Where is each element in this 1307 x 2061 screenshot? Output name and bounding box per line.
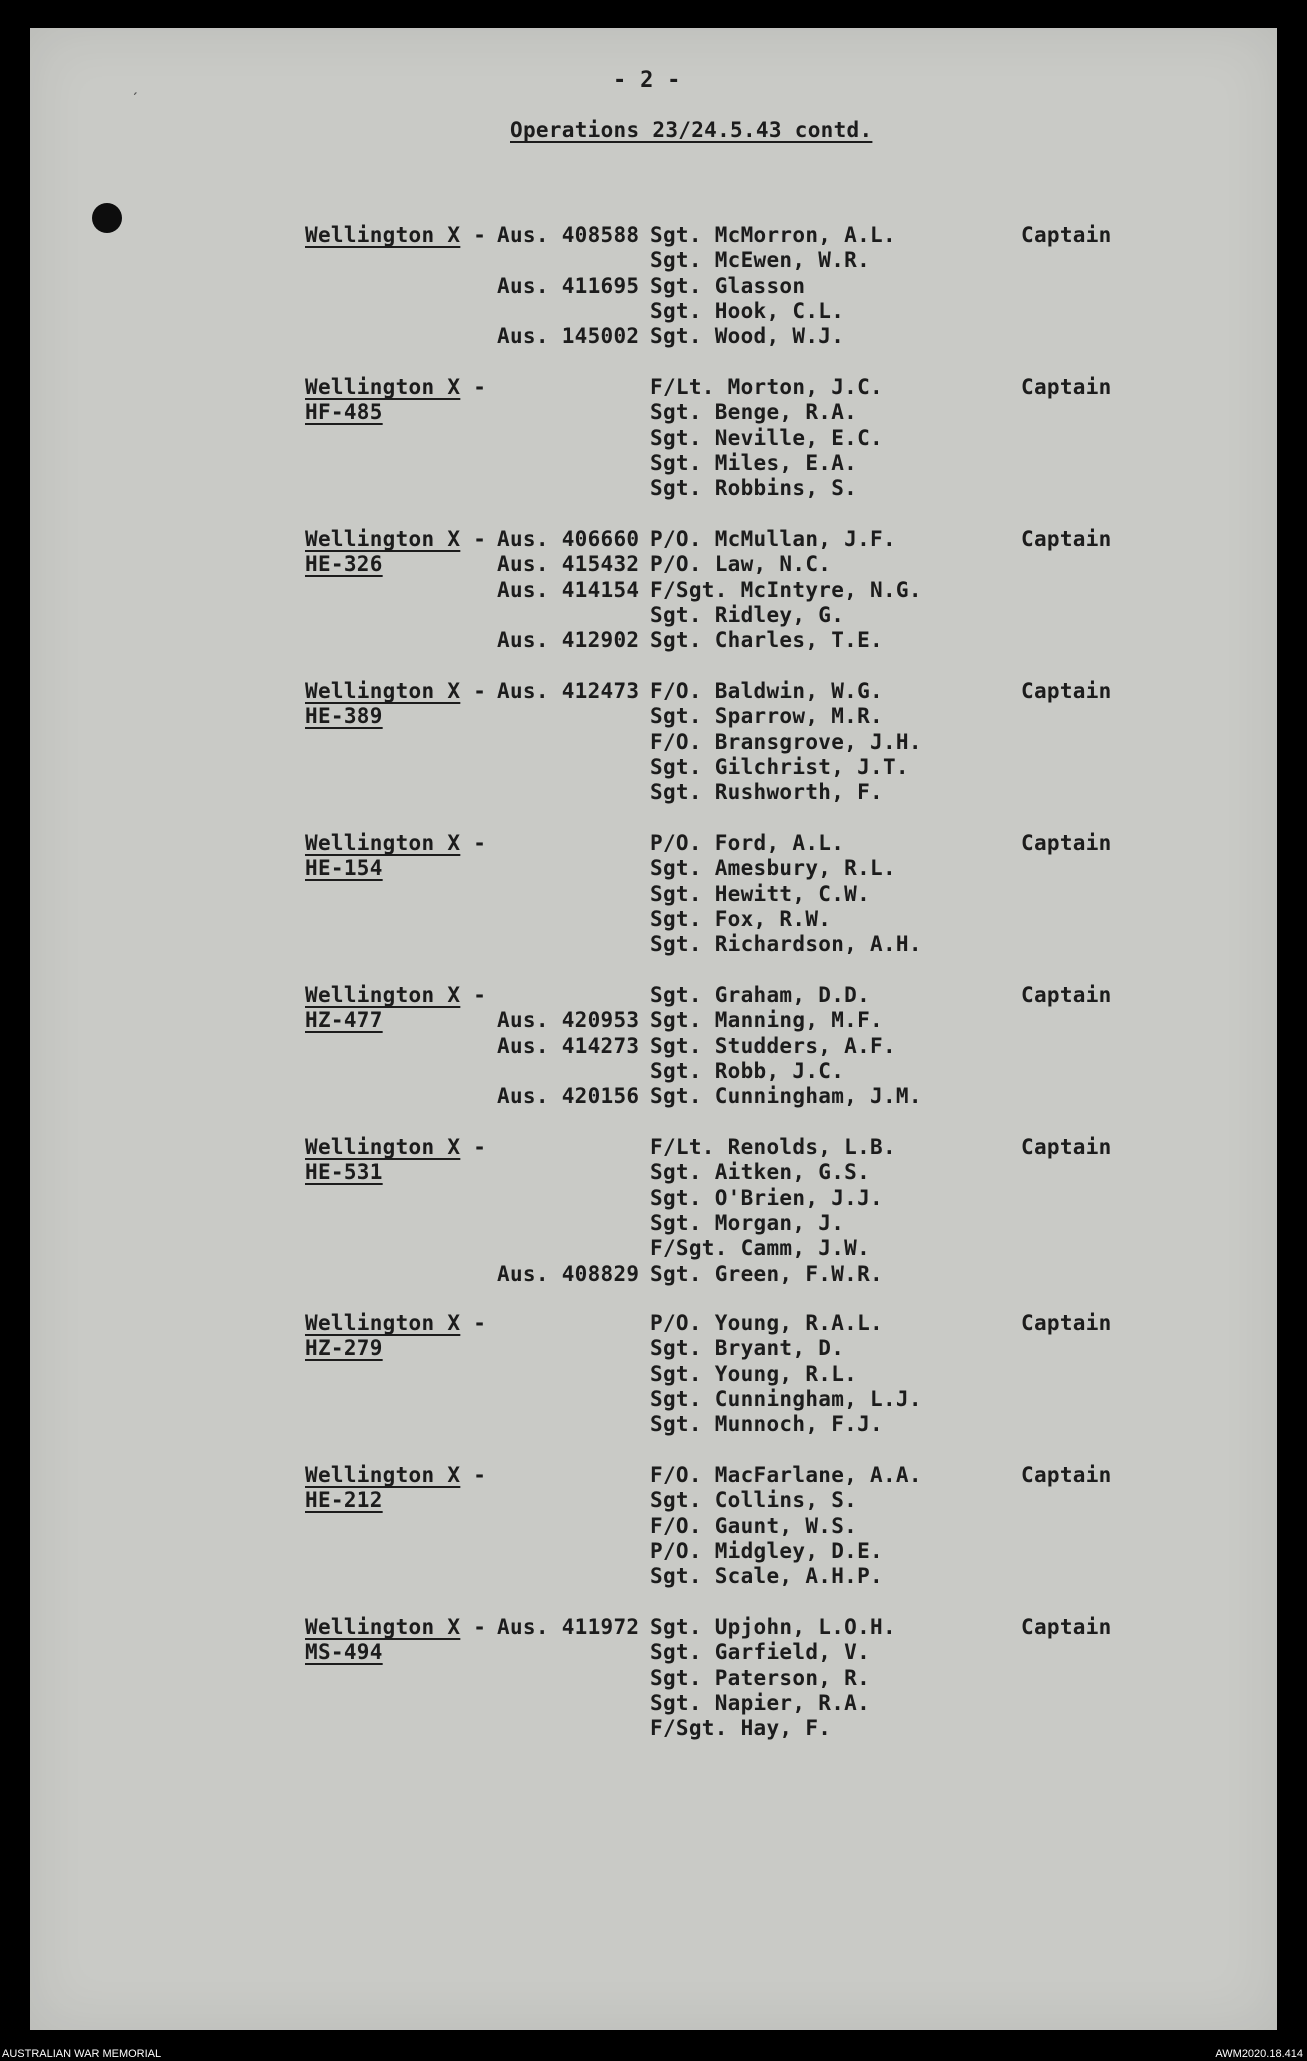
aircraft-dash: -: [473, 679, 487, 703]
crew-member-name: F/Lt. Morton, J.C.: [650, 375, 883, 399]
crew-member-name: Sgt. Cunningham, J.M.: [650, 1084, 922, 1109]
service-number: Aus. 408829: [497, 1261, 640, 1286]
crew-role: Captain: [1021, 1311, 1112, 1335]
crew-member-name: P/O. Ford, A.L.: [650, 831, 845, 855]
crew-member-name: Sgt. Gilchrist, J.T.: [650, 754, 909, 779]
aircraft-dash: -: [473, 1615, 487, 1639]
crew-member-name: F/Sgt. Camm, J.W.: [650, 1236, 871, 1261]
service-number: Aus. 415432: [497, 552, 640, 577]
crew-member-name: P/O. Law, N.C.: [650, 552, 832, 577]
crew-member-name: Sgt. Scale, A.H.P.: [650, 1564, 883, 1589]
service-number: Aus. 411695: [497, 273, 640, 298]
crew-member-name: Sgt. Neville, E.C.: [650, 425, 883, 450]
crew-member-name: Sgt. Collins, S.: [650, 1488, 858, 1513]
crew-member-name: Sgt. Hewitt, C.W.: [650, 881, 871, 906]
service-number: Aus. 145002: [497, 324, 640, 349]
aircraft-type: [305, 223, 486, 247]
service-number: Aus. 414273: [497, 1033, 640, 1058]
aircraft-serial: HF-485: [305, 400, 383, 425]
service-number: Aus. 420156: [497, 1084, 640, 1109]
service-number: Aus. 414154: [497, 577, 640, 602]
crew-member-name: Sgt. McEwen, W.R.: [650, 248, 871, 273]
aircraft-serial: MS-494: [305, 1640, 383, 1665]
aircraft-name: Wellington X: [305, 831, 461, 855]
aircraft-dash: -: [473, 223, 487, 247]
aircraft-type: [305, 527, 486, 551]
crew-member-name: Sgt. Munnoch, F.J.: [650, 1412, 883, 1437]
crew-member-name: Sgt. Aitken, G.S.: [650, 1160, 871, 1185]
crew-member-name: Sgt. Garfield, V.: [650, 1640, 871, 1665]
aircraft-name: Wellington X: [305, 1463, 461, 1487]
crew-member-name: Sgt. Hook, C.L.: [650, 298, 845, 323]
crew-member-name: Sgt. Bryant, D.: [650, 1336, 845, 1361]
crew-member-name: P/O. Young, R.A.L.: [650, 1311, 883, 1335]
crew-member-name: F/O. Gaunt, W.S.: [650, 1513, 858, 1538]
aircraft-name: Wellington X: [305, 1135, 461, 1159]
crew-member-name: Sgt. Upjohn, L.O.H.: [650, 1615, 896, 1639]
aircraft-type: [305, 983, 486, 1007]
aircraft-type: [305, 1463, 486, 1487]
crew-member-name: Sgt. Cunningham, L.J.: [650, 1386, 922, 1411]
aircraft-type: [305, 1615, 486, 1639]
crew-member-name: F/O. MacFarlane, A.A.: [650, 1463, 922, 1487]
crew-member-name: P/O. Midgley, D.E.: [650, 1538, 883, 1563]
crew-member-name: Sgt. McMorron, A.L.: [650, 223, 896, 247]
aircraft-type: [305, 1135, 486, 1159]
aircraft-name: Wellington X: [305, 679, 461, 703]
service-number: Aus. 411972: [497, 1615, 640, 1639]
aircraft-serial: HE-154: [305, 856, 383, 881]
aircraft-dash: -: [473, 375, 487, 399]
crew-role: Captain: [1021, 1615, 1112, 1639]
crew-member-name: Sgt. Paterson, R.: [650, 1665, 871, 1690]
page-number: - 2 -: [613, 68, 681, 93]
aircraft-dash: -: [473, 1463, 487, 1487]
crew-member-name: F/O. Baldwin, W.G.: [650, 679, 883, 703]
crew-member-name: F/Sgt. McIntyre, N.G.: [650, 577, 922, 602]
aircraft-name: Wellington X: [305, 1615, 461, 1639]
crew-member-name: P/O. McMullan, J.F.: [650, 527, 896, 551]
punch-hole: [92, 203, 122, 233]
aircraft-serial: HZ-279: [305, 1336, 383, 1361]
crew-member-name: Sgt. Sparrow, M.R.: [650, 704, 883, 729]
crew-member-name: Sgt. Amesbury, R.L.: [650, 856, 896, 881]
crew-member-name: Sgt. Wood, W.J.: [650, 324, 845, 349]
crew-member-name: Sgt. Napier, R.A.: [650, 1690, 871, 1715]
crew-member-name: Sgt. Glasson: [650, 273, 806, 298]
service-number: Aus. 420953: [497, 1008, 640, 1033]
crew-member-name: F/Lt. Renolds, L.B.: [650, 1135, 896, 1159]
aircraft-serial: HE-389: [305, 704, 383, 729]
crew-member-name: Sgt. Robbins, S.: [650, 476, 858, 501]
footer-institution: AUSTRALIAN WAR MEMORIAL: [2, 2048, 162, 2060]
aircraft-serial: HE-326: [305, 552, 383, 577]
aircraft-name: Wellington X: [305, 375, 461, 399]
service-number: Aus. 406660: [497, 527, 640, 551]
crew-role: Captain: [1021, 1135, 1112, 1159]
crew-role: Captain: [1021, 527, 1112, 551]
crew-member-name: Sgt. Miles, E.A.: [650, 450, 858, 475]
crew-role: Captain: [1021, 375, 1112, 399]
crew-member-name: Sgt. Benge, R.A.: [650, 400, 858, 425]
crew-role: Captain: [1021, 831, 1112, 855]
aircraft-name: Wellington X: [305, 983, 461, 1007]
aircraft-serial: HE-212: [305, 1488, 383, 1513]
aircraft-type: [305, 1311, 486, 1335]
aircraft-type: [305, 679, 486, 703]
service-number: Aus. 412902: [497, 628, 640, 653]
page-title: Operations 23/24.5.43 contd.: [510, 118, 873, 142]
aircraft-type: [305, 375, 486, 399]
crew-member-name: Sgt. Richardson, A.H.: [650, 932, 922, 957]
service-number: Aus. 412473: [497, 679, 640, 703]
aircraft-serial: HZ-477: [305, 1008, 383, 1033]
aircraft-name: Wellington X: [305, 527, 461, 551]
service-number: Aus. 408588: [497, 223, 640, 247]
crew-role: Captain: [1021, 1463, 1112, 1487]
crew-member-name: Sgt. Graham, D.D.: [650, 983, 871, 1007]
aircraft-dash: -: [473, 983, 487, 1007]
crew-member-name: Sgt. Robb, J.C.: [650, 1058, 845, 1083]
crew-member-name: F/Sgt. Hay, F.: [650, 1716, 832, 1741]
crew-role: Captain: [1021, 679, 1112, 703]
aircraft-name: Wellington X: [305, 223, 461, 247]
crew-member-name: Sgt. Ridley, G.: [650, 602, 845, 627]
crew-member-name: Sgt. Manning, M.F.: [650, 1008, 883, 1033]
footer-reference: AWM2020.18.414: [1215, 2048, 1303, 2060]
aircraft-serial: HE-531: [305, 1160, 383, 1185]
aircraft-name: Wellington X: [305, 1311, 461, 1335]
aircraft-dash: -: [473, 831, 487, 855]
crew-member-name: Sgt. Green, F.W.R.: [650, 1261, 883, 1286]
aircraft-dash: -: [473, 527, 487, 551]
crew-role: Captain: [1021, 223, 1112, 247]
crew-member-name: Sgt. Morgan, J.: [650, 1210, 845, 1235]
pencil-mark: ˊ: [130, 90, 141, 111]
crew-member-name: Sgt. Fox, R.W.: [650, 906, 832, 931]
aircraft-dash: -: [473, 1311, 487, 1335]
aircraft-dash: -: [473, 1135, 487, 1159]
crew-member-name: Sgt. Charles, T.E.: [650, 628, 883, 653]
crew-role: Captain: [1021, 983, 1112, 1007]
crew-member-name: Sgt. O'Brien, J.J.: [650, 1185, 883, 1210]
crew-member-name: Sgt. Rushworth, F.: [650, 780, 883, 805]
crew-member-name: Sgt. Young, R.L.: [650, 1361, 858, 1386]
crew-member-name: Sgt. Studders, A.F.: [650, 1033, 896, 1058]
crew-member-name: F/O. Bransgrove, J.H.: [650, 729, 922, 754]
aircraft-type: [305, 831, 486, 855]
